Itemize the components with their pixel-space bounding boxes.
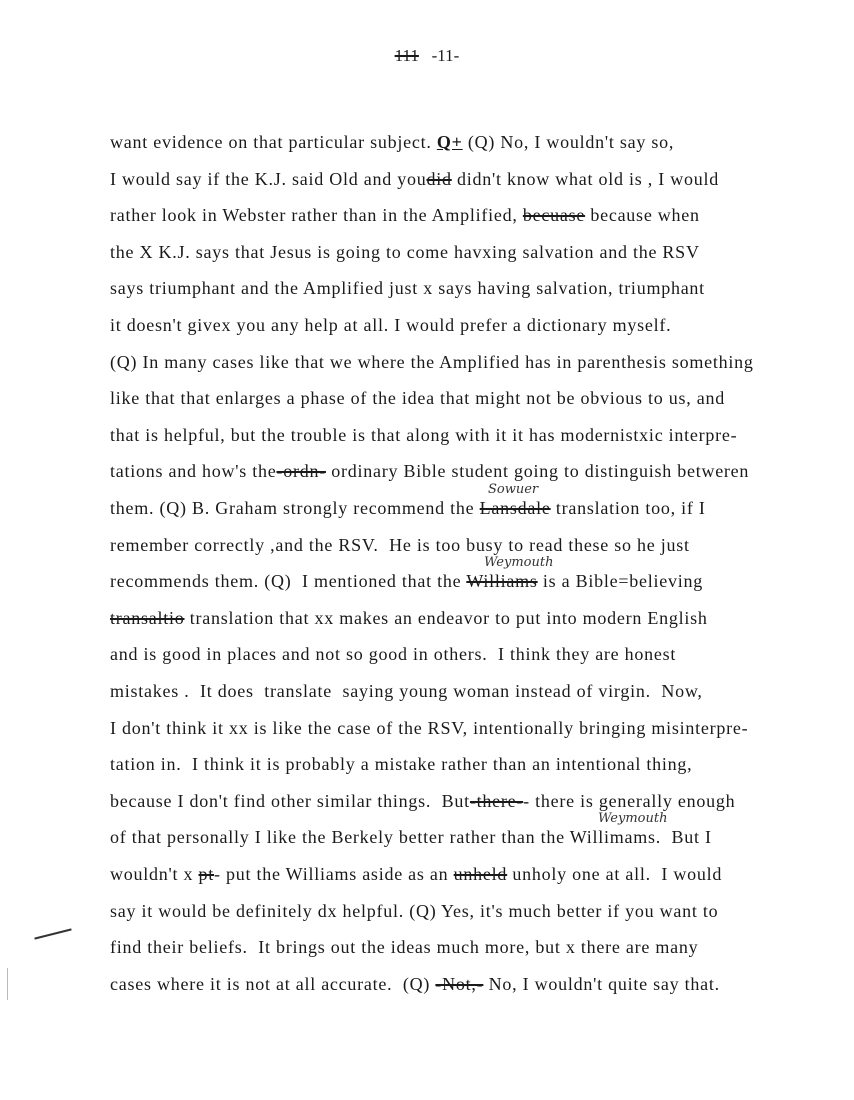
text-segment: says triumphant and the Amplified just x says having salvation, triumphant <box>110 278 705 299</box>
text-segment: it doesn't givex you any help at all. I would prefer a dictionary myself. <box>110 315 672 335</box>
struck-text: -Not,- <box>435 973 484 994</box>
pen-mark <box>34 928 71 939</box>
text-segment: the X K.J. says that Jesus is going to come havxing salvation and the RSV <box>110 241 700 262</box>
text-line <box>110 497 706 519</box>
struck-text: -ordn- <box>276 461 326 482</box>
scan-edge-mark <box>7 968 8 1000</box>
text-segment: translation too, if I <box>550 498 706 518</box>
text-segment: and is good in places and not so good in others. I think they are honest <box>110 644 677 665</box>
page-number-text: -11- <box>431 46 460 65</box>
text-segment: translation that xx makes an endeavor to put into modern English <box>184 607 708 628</box>
text-segment: No, I wouldn't quite say that. <box>483 973 720 994</box>
text-line <box>110 680 703 702</box>
page-number <box>0 46 854 66</box>
struck-text: Williams <box>466 571 538 592</box>
text-segment: (Q) In many cases like that we where the Amplified has in parenthesis something <box>110 351 754 372</box>
text-line <box>110 863 722 885</box>
text-segment: recommends them. (Q) I mentioned that the <box>110 571 467 592</box>
text-line <box>110 717 748 739</box>
text-segment: I don't think it xx is like the case of the RSV, intentionally bringing misinterpre- <box>110 717 749 738</box>
text-segment: find their beliefs. It brings out the ideas much more, but x there are many <box>110 937 699 958</box>
text-segment: of that personally I like the Berkely better rather than the Willimams. But I <box>110 827 712 848</box>
struck-text: Lansdale <box>479 498 551 518</box>
text-segment: tation in. I think it is probably a mistake rather than an intentional thing, <box>110 754 693 775</box>
text-line <box>110 131 674 153</box>
text-segment: - there is generally enough <box>523 790 736 811</box>
text-segment: wouldn't x <box>110 864 199 884</box>
struck-text: transaltio <box>110 607 185 628</box>
struck-text: becuase <box>522 205 586 226</box>
text-segment: mistakes . It does translate saying young woman instead of virgin. Now, <box>110 681 703 701</box>
text-line <box>110 936 698 958</box>
text-segment: rather look in Webster rather than in the Amplified, <box>110 205 523 226</box>
text-segment: unholy one at all. I would <box>507 864 723 884</box>
text-line <box>110 570 703 592</box>
text-segment: tations and how's the <box>110 461 277 482</box>
text-segment: (Q) No, I wouldn't say so, <box>462 132 675 152</box>
text-segment: say it would be definitely dx helpful. (Q) Yes, it's much better if you want to <box>110 900 719 921</box>
struck-text: -there- <box>469 790 524 811</box>
text-line <box>110 351 754 373</box>
text-segment: didn't know what old is , I would <box>451 168 719 189</box>
text-line <box>110 826 712 848</box>
underlined-mark: Q+ <box>436 132 463 152</box>
text-line <box>110 424 737 446</box>
text-segment: want evidence on that particular subject. <box>110 132 437 152</box>
text-line <box>110 643 676 665</box>
text-line <box>110 387 725 409</box>
text-segment: - put the Williams aside as an <box>214 864 454 884</box>
text-line <box>110 973 720 995</box>
text-segment: that is helpful, but the trouble is that along with it it has modernistxic interpre- <box>110 424 738 445</box>
struck-text: did <box>426 168 452 189</box>
text-segment: remember correctly ,and the RSV. He is too busy to read these so he just <box>110 534 690 555</box>
text-line <box>110 534 690 556</box>
handwritten-correction: Weymouth <box>484 555 554 570</box>
text-line <box>110 790 735 812</box>
text-segment: I would say if the K.J. said Old and you <box>110 168 427 189</box>
text-line <box>110 900 718 922</box>
struck-page-number: 111 <box>394 46 419 65</box>
text-segment: cases where it is not at all accurate. (Q) <box>110 973 436 994</box>
text-segment: because I don't find other similar things. But <box>110 790 470 811</box>
text-segment: like that that enlarges a phase of the idea that might not be obvious to us, and <box>110 388 726 409</box>
struck-text: pt <box>198 864 215 884</box>
text-segment: because when <box>585 205 700 226</box>
text-segment: them. (Q) B. Graham strongly recommend the <box>110 498 480 518</box>
text-line <box>110 607 708 629</box>
text-line <box>110 168 719 190</box>
text-line <box>110 460 749 482</box>
handwritten-correction: Sowuer <box>488 482 539 497</box>
text-segment: is a Bible=believing <box>537 571 703 592</box>
text-line <box>110 314 671 336</box>
text-line <box>110 753 692 775</box>
text-line <box>110 204 700 226</box>
struck-text: unheld <box>453 864 508 884</box>
text-line <box>110 277 705 299</box>
text-segment: ordinary Bible student going to distinguish betweren <box>325 461 750 482</box>
handwritten-correction: Weymouth <box>598 811 668 826</box>
text-line <box>110 241 700 263</box>
